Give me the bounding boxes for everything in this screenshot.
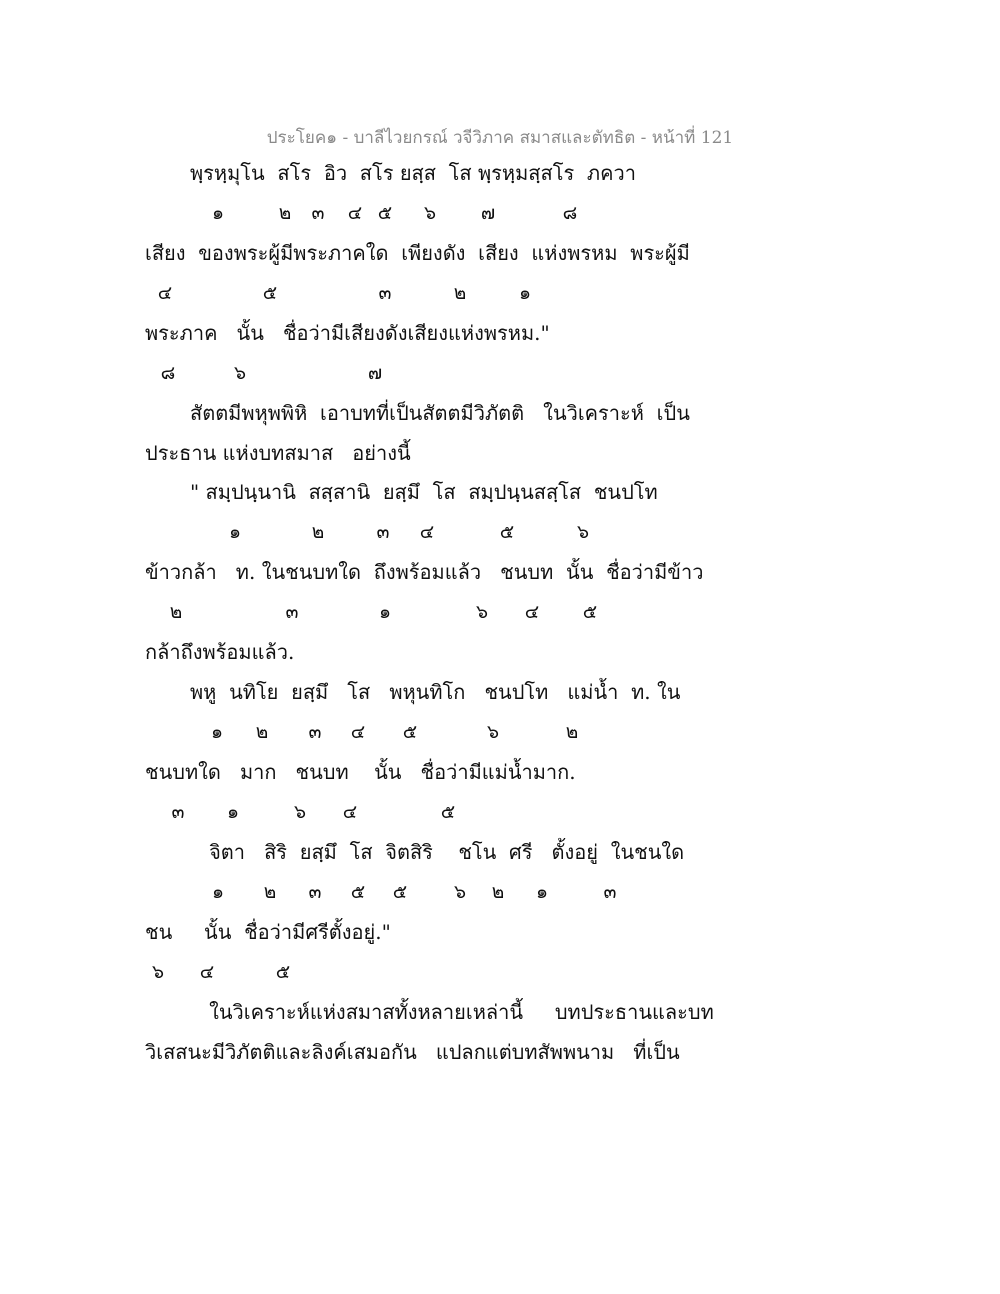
line-text: พฺรหฺมุโน สโร อิว สโร ยสฺส โส พฺรหฺมสฺสโร ภควา	[190, 161, 636, 185]
line-text: กล้าถึงพร้อมแล้ว.	[145, 640, 295, 664]
word-order-numeral: ๓	[285, 601, 299, 623]
word-order-numeral: ๔	[342, 801, 358, 823]
word-order-numeral: ๑	[211, 202, 225, 224]
word-order-numeral: ๓	[308, 881, 322, 903]
text-line	[0, 438, 1000, 468]
word-order-numeral: ๒	[169, 601, 183, 623]
word-order-numeral: ๑	[518, 282, 532, 304]
word-order-numeral: ๕	[275, 961, 291, 983]
numeral-line	[0, 717, 1000, 747]
text-line	[0, 757, 1000, 787]
word-order-numeral: ๓	[378, 282, 392, 304]
word-order-numeral: ๖	[233, 362, 247, 384]
word-order-numeral: ๕	[262, 282, 278, 304]
line-text: ชนบทใด มาก ชนบท นั้น ชื่อว่ามีแม่น้ำมาก.	[145, 760, 576, 784]
word-order-numeral: ๕	[499, 521, 515, 543]
text-line	[0, 837, 1000, 867]
line-text: จิตา สิริ ยสฺมึ โส จิตสิริ ชโน ศรี ตั้งอยู่ ในชนใด	[190, 840, 685, 864]
numeral-line	[0, 198, 1000, 228]
word-order-numeral: ๔	[199, 961, 215, 983]
word-order-numeral: ๕	[440, 801, 456, 823]
text-line	[0, 677, 1000, 707]
line-text: วิเสสนะมีวิภัตติและลิงค์เสมอกัน แปลกแต่บทสัพพนาม ที่เป็น	[145, 1040, 680, 1064]
word-order-numeral: ๖	[475, 601, 489, 623]
line-text: " สมฺปนฺนานิ สสฺสานิ ยสฺมึ โส สมฺปนฺนสสฺโส ชนปโท	[190, 480, 658, 504]
word-order-numeral: ๒	[311, 521, 325, 543]
word-order-numeral: ๓	[603, 881, 617, 903]
text-line	[0, 158, 1000, 188]
word-order-numeral: ๑	[211, 881, 225, 903]
word-order-numeral: ๓	[171, 801, 185, 823]
word-order-numeral: ๔	[419, 521, 435, 543]
word-order-numeral: ๑	[210, 721, 224, 743]
numeral-line	[0, 957, 1000, 987]
word-order-numeral: ๘	[160, 362, 176, 384]
word-order-numeral: ๒	[255, 721, 269, 743]
word-order-numeral: ๖	[453, 881, 467, 903]
line-text: ข้าวกล้า ท. ในชนบทใด ถึงพร้อมแล้ว ชนบท นั้น ชื่อว่ามีข้าว	[145, 560, 704, 584]
line-text: สัตตมีพหุพพิหิ เอาบทที่เป็นสัตตมีวิภัตติ ในวิเคราะห์ เป็น	[190, 401, 690, 425]
numeral-line	[0, 797, 1000, 827]
word-order-numeral: ๑	[535, 881, 549, 903]
word-order-numeral: ๒	[263, 881, 277, 903]
line-text: ประธาน แห่งบทสมาส อย่างนี้	[145, 441, 411, 465]
word-order-numeral: ๓	[311, 202, 325, 224]
text-line	[0, 917, 1000, 947]
word-order-numeral: ๒	[278, 202, 292, 224]
word-order-numeral: ๔	[157, 282, 173, 304]
text-line	[0, 997, 1000, 1027]
word-order-numeral: ๓	[308, 721, 322, 743]
line-text: ในวิเคราะห์แห่งสมาสทั้งหลายเหล่านี้ บทประธานและบท	[190, 1000, 714, 1024]
numeral-line	[0, 278, 1000, 308]
numeral-line	[0, 597, 1000, 627]
page-header: ประโยค๑ - บาลีไวยกรณ์ วจีวิภาค สมาสและตัทธิต - หน้าที่ 121	[266, 128, 734, 148]
word-order-numeral: ๖	[486, 721, 500, 743]
word-order-numeral: ๘	[562, 202, 578, 224]
word-order-numeral: ๔	[347, 202, 363, 224]
line-text: พหู นทิโย ยสฺมึ โส พหุนทิโก ชนปโท แม่น้ำ ท. ใน	[190, 680, 681, 704]
text-line	[0, 1037, 1000, 1067]
word-order-numeral: ๕	[350, 881, 366, 903]
word-order-numeral: ๔	[524, 601, 540, 623]
word-order-numeral: ๒	[565, 721, 579, 743]
text-line	[0, 238, 1000, 268]
line-text: เสียง ของพระผู้มีพระภาคใด เพียงดัง เสียง แห่งพรหม พระผู้มี	[145, 241, 690, 265]
numeral-line	[0, 517, 1000, 547]
word-order-numeral: ๕	[392, 881, 408, 903]
word-order-numeral: ๗	[480, 202, 496, 224]
text-line	[0, 637, 1000, 667]
word-order-numeral: ๕	[582, 601, 598, 623]
word-order-numeral: ๕	[377, 202, 393, 224]
line-text: ชน นั้น ชื่อว่ามีศรีตั้งอยู่."	[145, 920, 391, 944]
word-order-numeral: ๔	[350, 721, 366, 743]
text-line	[0, 477, 1000, 507]
word-order-numeral: ๒	[491, 881, 505, 903]
numeral-line	[0, 877, 1000, 907]
word-order-numeral: ๗	[367, 362, 383, 384]
word-order-numeral: ๖	[293, 801, 307, 823]
word-order-numeral: ๑	[228, 521, 242, 543]
numeral-line	[0, 358, 1000, 388]
text-line	[0, 557, 1000, 587]
text-line	[0, 398, 1000, 428]
line-text: พระภาค นั้น ชื่อว่ามีเสียงดังเสียงแห่งพรหม."	[145, 321, 550, 345]
word-order-numeral: ๖	[423, 202, 437, 224]
word-order-numeral: ๖	[151, 961, 165, 983]
word-order-numeral: ๕	[402, 721, 418, 743]
word-order-numeral: ๑	[226, 801, 240, 823]
word-order-numeral: ๒	[453, 282, 467, 304]
word-order-numeral: ๓	[376, 521, 390, 543]
word-order-numeral: ๑	[378, 601, 392, 623]
word-order-numeral: ๖	[576, 521, 590, 543]
text-line	[0, 318, 1000, 348]
